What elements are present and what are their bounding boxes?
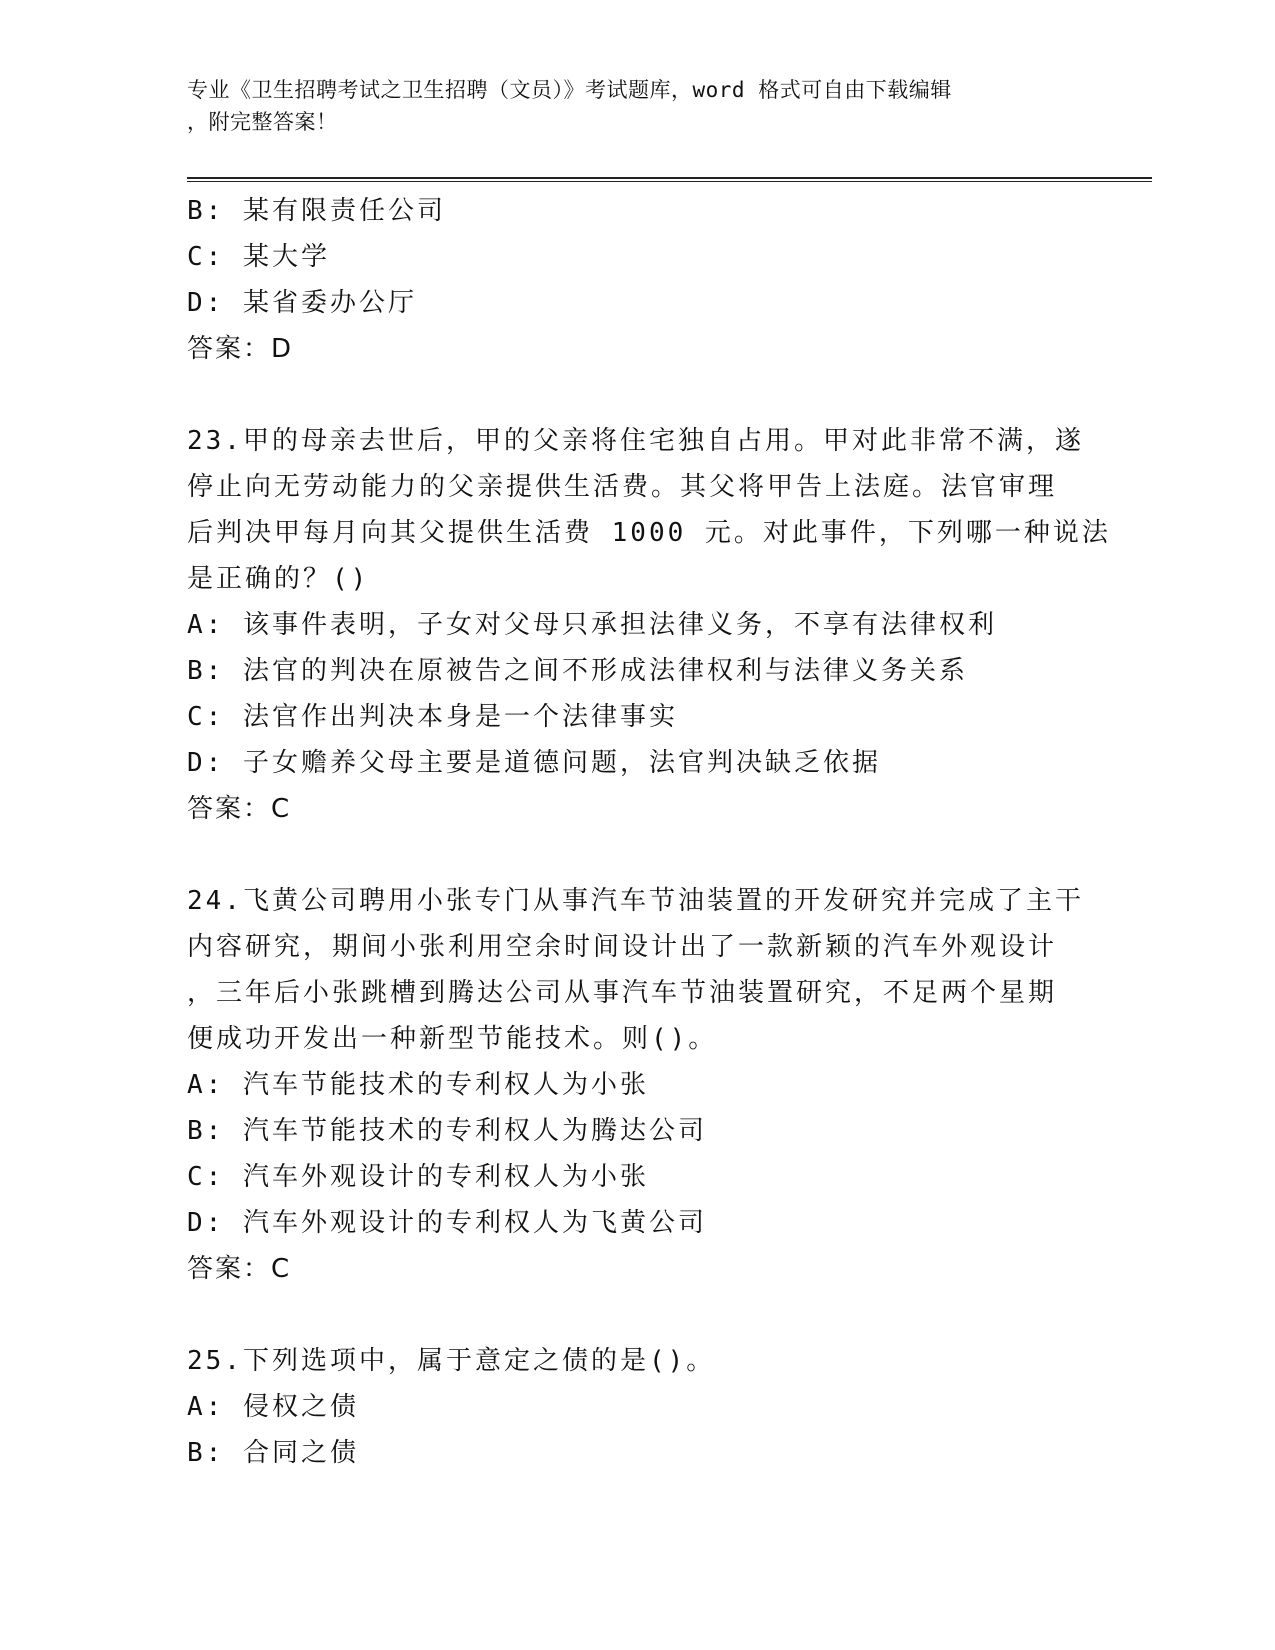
question-24: [187, 878, 1084, 1292]
option-d: D: 子女赡养父母主要是道德问题，法官判决缺乏依据: [187, 748, 881, 778]
option-a: A: 侵权之债: [187, 1392, 359, 1422]
spacer: [187, 832, 1077, 878]
question-text-line: 后判决甲每月向其父提供生活费 1000 元。对此事件，下列哪一种说法: [187, 518, 1111, 548]
question-text-line: 是正确的？(): [187, 564, 370, 594]
header-divider: [187, 177, 1152, 182]
document-body: [187, 188, 1111, 1476]
question-text-line: 24.飞黄公司聘用小张专门从事汽车节油装置的开发研究并完成了主干: [187, 886, 1084, 916]
option-b: B: 某有限责任公司: [187, 196, 446, 226]
question-text-line: 内容研究，期间小张利用空余时间设计出了一款新颖的汽车外观设计: [187, 932, 1058, 962]
question-25: [187, 1338, 1077, 1476]
question-text-line: 停止向无劳动能力的父亲提供生活费。其父将甲告上法庭。法官审理: [187, 472, 1058, 502]
header-line-1: 专业《卫生招聘考试之卫生招聘（文员）》考试题库，word 格式可自由下载编辑: [187, 78, 952, 102]
option-b: B: 合同之债: [187, 1438, 359, 1468]
question-23: [187, 418, 1111, 832]
option-c: C: 法官作出判决本身是一个法律事实: [187, 702, 678, 732]
option-c: C: 某大学: [187, 242, 330, 272]
answer-line: 答案：C: [187, 794, 292, 824]
option-b: B: 汽车节能技术的专利权人为腾达公司: [187, 1116, 707, 1146]
spacer: [187, 1292, 1077, 1338]
spacer: [187, 372, 1077, 418]
option-d: D: 某省委办公厅: [187, 288, 417, 318]
option-a: A: 汽车节能技术的专利权人为小张: [187, 1070, 649, 1100]
document-header: [187, 74, 1067, 138]
option-b: B: 法官的判决在原被告之间不形成法律权利与法律义务关系: [187, 656, 968, 686]
header-line-2: ，附完整答案！: [187, 110, 338, 134]
question-text-line: 25.下列选项中，属于意定之债的是()。: [187, 1346, 716, 1376]
option-d: D: 汽车外观设计的专利权人为飞黄公司: [187, 1208, 707, 1238]
question-text-line: 23.甲的母亲去世后，甲的父亲将住宅独自占用。甲对此非常不满，遂: [187, 426, 1084, 456]
answer-line: 答案：D: [187, 334, 294, 364]
answer-line: 答案：C: [187, 1254, 292, 1284]
option-c: C: 汽车外观设计的专利权人为小张: [187, 1162, 649, 1192]
question-text-line: 便成功开发出一种新型节能技术。则()。: [187, 1024, 718, 1054]
question-22-continuation: [187, 188, 1077, 372]
option-a: A: 该事件表明，子女对父母只承担法律义务，不享有法律权利: [187, 610, 997, 640]
question-text-line: ，三年后小张跳槽到腾达公司从事汽车节油装置研究，不足两个星期: [187, 978, 1058, 1008]
